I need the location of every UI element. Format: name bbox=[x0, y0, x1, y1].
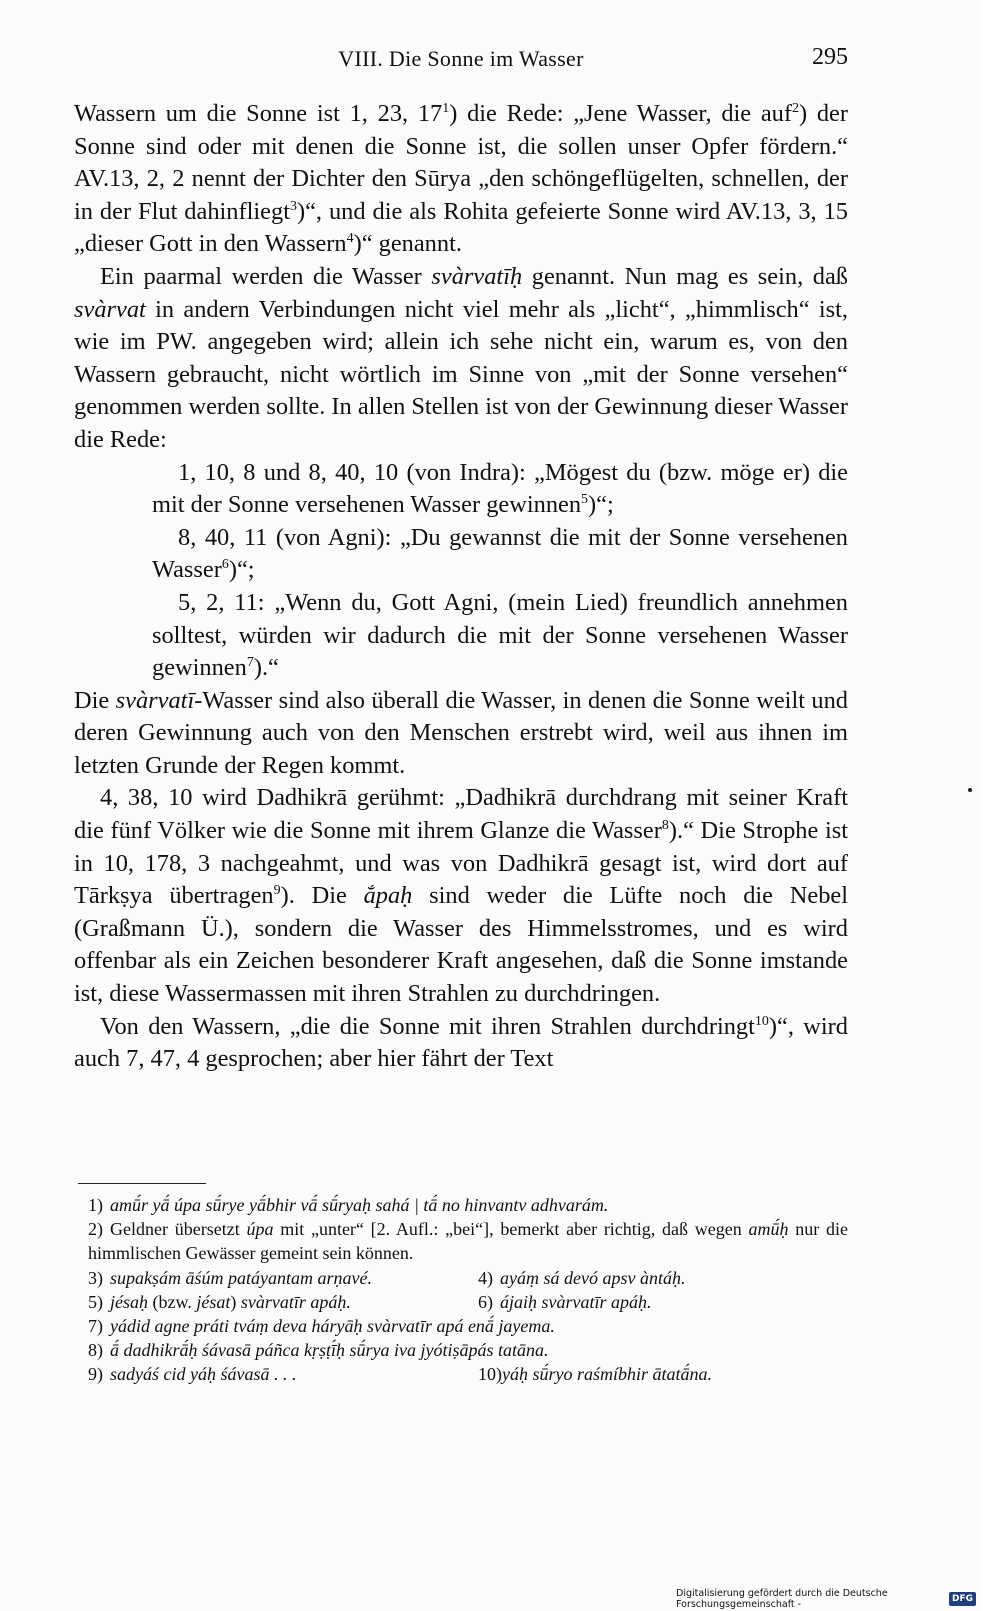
footnote-ref[interactable]: 3 bbox=[289, 198, 297, 214]
credit-text: Digitalisierung gefördert durch die Deutsche Forschungsgemeinschaft - bbox=[676, 1588, 888, 1610]
footnote: 9) sadyáś cid yáḥ śávasā . . . bbox=[88, 1364, 297, 1385]
body-text bbox=[74, 98, 848, 1076]
footnote-ref[interactable]: 7 bbox=[246, 655, 254, 671]
digitization-credit bbox=[676, 1590, 976, 1608]
footnote-row bbox=[74, 1266, 848, 1290]
footnote-ref[interactable]: 2 bbox=[792, 101, 799, 116]
chapter-title: VIII. Die Sonne im Wasser bbox=[338, 46, 584, 71]
footnote-ref[interactable]: 9 bbox=[273, 883, 281, 899]
footnote-ref[interactable]: 5 bbox=[581, 492, 589, 508]
footnote: 5) jésaḥ (bzw. jésat) svàrvatīr apáḥ. bbox=[88, 1291, 351, 1312]
dfg-logo: DFG bbox=[949, 1592, 976, 1606]
quotation: 8, 40, 11 (von Agni): „Du gewannst die mit der Sonne versehenen Wasser$^6$)“; bbox=[152, 523, 848, 584]
footnote-ref[interactable]: 6 bbox=[221, 557, 229, 573]
quotation: 5, 2, 11: „Wenn du, Gott Agni, (mein Lied) freundlich annehmen solltest, würden wir dadurch die mit der Sonne versehenen Wasser gewinnen$^7$).“ bbox=[152, 588, 848, 682]
page-number: 295 bbox=[812, 44, 848, 70]
footnote-ref[interactable]: 4 bbox=[346, 231, 354, 247]
paragraph: Von den Wassern, „die die Sonne mit ihren Strahlen durchdringt$^{10}$)“, wird auch 7, 47, 4 gesprochen; aber hier fährt der Text bbox=[74, 1012, 848, 1073]
footnote: 7) yádid agne práti tváṃ deva háryāḥ svàrvatīr apá enā́ jayema. bbox=[88, 1316, 555, 1337]
footnote-divider bbox=[78, 1183, 206, 1184]
footnotes bbox=[74, 1193, 848, 1387]
paragraph: 4, 38, 10 wird Dadhikrā gerühmt: „Dadhikrā durchdrang mit seiner Kraft die fünf Völker wie die Sonne mit ihrem Glanze die Wasser$^8$).“ Die Strophe ist in 10, 178, 3 nachgeahmt, und was von Dadhikrā gesagt ist, wird dort auf Tārkṣya übertragen$^9$). Die ắpaḥ sind weder die Lüfte noch die Nebel (Graßmann Ü.), sondern die Wasser des Himmelsstromes, und es wird offenbar als ein Zeichen besonderer Kraft angesehen, daß die Sonne imstande ist, diese Wassermassen mit ihren Strahlen zu durchdringen. bbox=[74, 784, 848, 1008]
footnote: 3) supakṣám āśúm patáyantam arṇavé. bbox=[88, 1267, 372, 1288]
footnote-ref[interactable]: 1 bbox=[442, 101, 450, 116]
margin-mark bbox=[968, 788, 972, 792]
scan-edge bbox=[980, 0, 1000, 1611]
footnote: 8) ā́ dadhikrā́ḥ śávasā páñca kṛṣṭī́ḥ sū́rya iva jyótiṣāpás tatāna. bbox=[88, 1340, 549, 1361]
footnote: 6) ájaiḥ svàrvatīr apáḥ. bbox=[478, 1291, 652, 1312]
paragraph: Wassern um die Sonne ist 1, 23, $17^1$) die Rede: „Jene Wasser, die auf$^2$) der Sonne sind oder mit denen die Sonne ist, die sollen unser Opfer fördern.“ AV.13, 2, 2 nennt der Dichter den Sūrya „den schöngeflügelten, schnellen, der in der Flut dahinfliegt$^3$)“, und die als Rohita gefeierte Sonne wird AV.13, 3, 15 „dieser Gott in den Wassern$^4$)“ genannt. bbox=[74, 100, 848, 258]
footnote: 1) amū́r yā́ úpa sū́rye yā́bhir vā́ sū́ryaḥ sahá | tā́ no hinvantv adhvarám. bbox=[88, 1195, 609, 1215]
footnote-row bbox=[74, 1362, 848, 1386]
footnote: 4) ayáṃ sá devó apsv àntáḥ. bbox=[478, 1267, 686, 1288]
footnote-ref[interactable]: 8 bbox=[661, 818, 669, 834]
footnote-row bbox=[74, 1290, 848, 1314]
footnote: 10)yáḥ sū́ryo raśmíbhir ātatā́na. bbox=[478, 1364, 713, 1385]
paragraph: Ein paarmal werden die Wasser svàrvatīḥ genannt. Nun mag es sein, daß svàrvat in andern Verbindungen nicht viel mehr als „licht“, „himmlisch“ ist, wie im PW. angegeben wird; allein ich sehe nicht ein, warum es, von den Wassern gebraucht, nicht wörtlich im Sinne von „mit der Sonne versehen“ genommen werden sollte. In allen Stellen ist von der Gewinnung dieser Wasser die Rede: bbox=[74, 262, 849, 453]
footnote: 2) Geldner übersetzt úpa mit „unter“ [2. Aufl.: „bei“], bemerkt aber richtig, daß wegen amū́ḥ nur die himmlischen Gewässer gemeint sein können. bbox=[88, 1219, 849, 1264]
quotation: 1, 10, 8 und 8, 40, 10 (von Indra): „Mögest du (bzw. möge er) die mit der Sonne versehenen Wasser gewinnen$^5$)“; bbox=[152, 458, 848, 519]
running-header bbox=[74, 44, 848, 76]
paragraph: Die svàrvatī-Wasser sind also überall die Wasser, in denen die Sonne weilt und deren Gewinnung auch von den Menschen erstrebt wird, weil aus ihnen im letzten Grunde der Regen kommt. bbox=[74, 686, 848, 779]
footnote-ref[interactable]: 10 bbox=[754, 1013, 769, 1029]
